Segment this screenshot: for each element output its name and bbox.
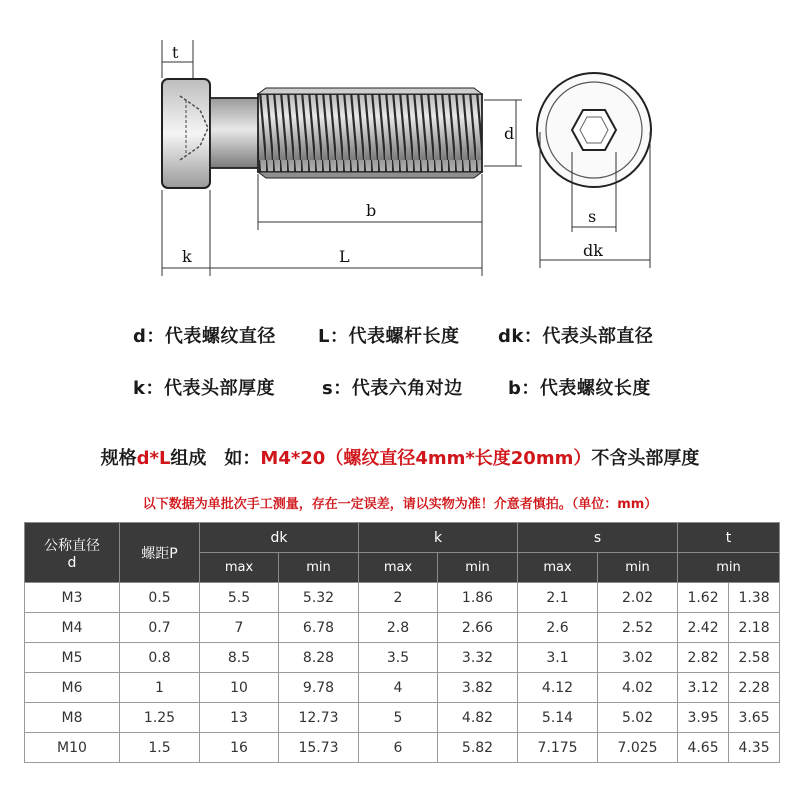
col-s: s	[518, 523, 678, 553]
spec-line	[0, 444, 800, 470]
table-cell: 3.32	[438, 643, 518, 673]
table-cell: 1.38	[729, 583, 780, 613]
dk-max: max	[200, 553, 279, 583]
dim-b	[258, 174, 482, 276]
table-cell: 2.82	[678, 643, 729, 673]
col-dk: dk	[200, 523, 359, 553]
table-cell: 9.78	[279, 673, 359, 703]
table-cell: 8.28	[279, 643, 359, 673]
screw-neck	[210, 98, 260, 168]
screw-thread	[258, 88, 482, 178]
col-t: t	[678, 523, 780, 553]
table-row	[25, 673, 780, 703]
table-cell: 3.12	[678, 673, 729, 703]
dk-min: min	[279, 553, 359, 583]
table-row	[25, 703, 780, 733]
t-min: min	[678, 553, 780, 583]
table-cell: 2	[359, 583, 438, 613]
table-cell: 2.66	[438, 613, 518, 643]
table-cell: 2.52	[598, 613, 678, 643]
table-cell: 7	[200, 613, 279, 643]
label-L: L	[339, 247, 350, 266]
table-cell: M6	[25, 673, 120, 703]
table-cell: 4.65	[678, 733, 729, 763]
table-cell: M4	[25, 613, 120, 643]
col-nominal-line1: 公称直径	[44, 537, 100, 554]
table-cell: 2.18	[729, 613, 780, 643]
table-cell: 6.78	[279, 613, 359, 643]
table-cell: 2.8	[359, 613, 438, 643]
table-row	[25, 733, 780, 763]
table-cell: 5.82	[438, 733, 518, 763]
col-nominal-diameter	[25, 523, 120, 583]
dim-d	[484, 100, 522, 166]
table-cell: 5	[359, 703, 438, 733]
table-cell: 3.5	[359, 643, 438, 673]
table-body	[25, 583, 780, 763]
table-cell: 7.175	[518, 733, 598, 763]
spec-dl: d*L	[136, 448, 171, 469]
table-cell: 2.6	[518, 613, 598, 643]
spec-example: M4*20（螺纹直径4mm*长度20mm）	[260, 448, 592, 469]
spec-suffix: 不含头部厚度	[591, 448, 700, 469]
table-header-row	[25, 523, 780, 553]
spec-table	[24, 522, 780, 763]
legend-s: s：代表六角对边	[322, 378, 463, 399]
spec-prefix: 规格	[100, 448, 137, 469]
table-cell: 2.42	[678, 613, 729, 643]
table-cell: 3.65	[729, 703, 780, 733]
table-cell: M5	[25, 643, 120, 673]
dim-k-L	[162, 190, 482, 276]
legend-d: d：代表螺纹直径	[133, 326, 276, 347]
table-cell: 5.14	[518, 703, 598, 733]
head-end-view	[537, 73, 651, 187]
table-cell: 3.02	[598, 643, 678, 673]
screw-head	[162, 79, 210, 188]
legend-b: b：代表螺纹长度	[508, 378, 651, 399]
table-cell: 0.7	[120, 613, 200, 643]
s-max: max	[518, 553, 598, 583]
s-min: min	[598, 553, 678, 583]
table-cell: 4.35	[729, 733, 780, 763]
table-cell: 1.62	[678, 583, 729, 613]
table-cell: 1.25	[120, 703, 200, 733]
table-cell: 4.82	[438, 703, 518, 733]
label-d: d	[504, 124, 515, 143]
spec-compose: 组成 如：	[170, 448, 261, 469]
legend-k: k：代表头部厚度	[133, 378, 275, 399]
col-nominal-line2: d	[67, 554, 77, 571]
label-k: k	[182, 247, 192, 266]
table-cell: 6	[359, 733, 438, 763]
table-cell: M8	[25, 703, 120, 733]
k-max: max	[359, 553, 438, 583]
table-cell: 2.1	[518, 583, 598, 613]
table-cell: 3.95	[678, 703, 729, 733]
table-cell: 5.02	[598, 703, 678, 733]
table-cell: 15.73	[279, 733, 359, 763]
table-cell: 0.5	[120, 583, 200, 613]
table-cell: 3.82	[438, 673, 518, 703]
table-cell: 7.025	[598, 733, 678, 763]
col-k: k	[359, 523, 518, 553]
table-cell: 4.12	[518, 673, 598, 703]
table-cell: 8.5	[200, 643, 279, 673]
col-pitch: 螺距P	[120, 523, 200, 583]
table-cell: 1.86	[438, 583, 518, 613]
table-cell: 5.32	[279, 583, 359, 613]
table-row	[25, 583, 780, 613]
table-cell: 1	[120, 673, 200, 703]
label-dk: dk	[583, 241, 603, 260]
table-cell: 10	[200, 673, 279, 703]
label-b: b	[366, 201, 377, 220]
table-cell: 4	[359, 673, 438, 703]
table-cell: 2.28	[729, 673, 780, 703]
legend-dk: dk：代表头部直径	[498, 326, 654, 347]
table-cell: 5.5	[200, 583, 279, 613]
table-row	[25, 613, 780, 643]
table-cell: 0.8	[120, 643, 200, 673]
table-cell: 13	[200, 703, 279, 733]
table-cell: 3.1	[518, 643, 598, 673]
table-cell: 12.73	[279, 703, 359, 733]
table-cell: 2.58	[729, 643, 780, 673]
table-cell: M10	[25, 733, 120, 763]
table-cell: 2.02	[598, 583, 678, 613]
table-cell: 16	[200, 733, 279, 763]
label-s: s	[588, 207, 597, 226]
screw-drawing	[0, 0, 800, 300]
table-cell: 1.5	[120, 733, 200, 763]
label-t: t	[172, 43, 179, 62]
table-row	[25, 643, 780, 673]
k-min: min	[438, 553, 518, 583]
measurement-notice: 以下数据为单批次手工测量，存在一定误差，请以实物为准！介意者慎拍。（单位：mm）	[142, 497, 658, 512]
table-cell: M3	[25, 583, 120, 613]
table-cell: 4.02	[598, 673, 678, 703]
legend-L: L：代表螺杆长度	[318, 326, 460, 347]
